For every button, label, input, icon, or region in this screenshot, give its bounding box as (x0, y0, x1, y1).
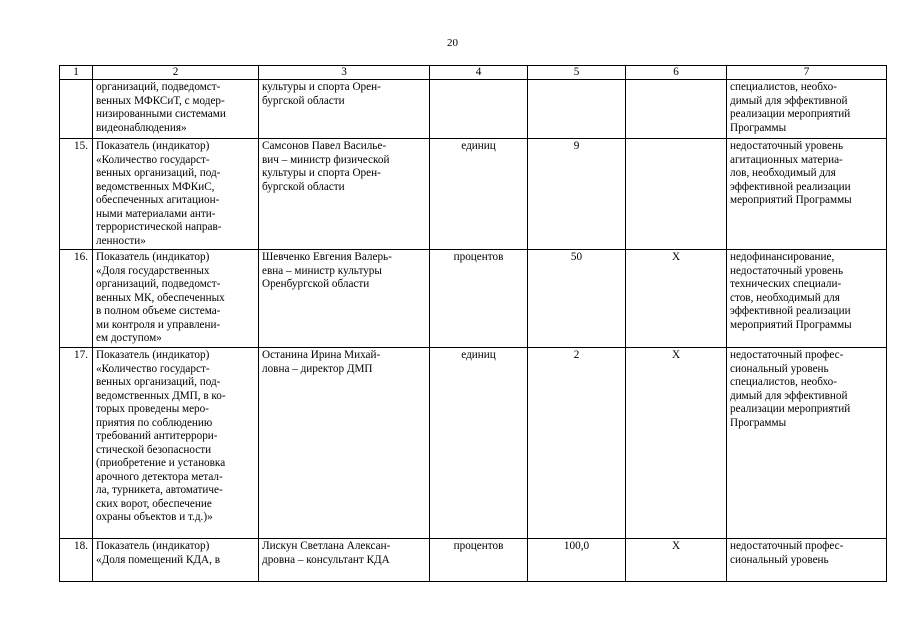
unit-cell: процентов (430, 250, 528, 348)
indicator-cell: Показатель (индикатор) «Количество государст- венных организаций, под- ведомственных МФКиС, обеспеченных агитацион- ными материалами анти- террористической направ- ленности» (93, 139, 259, 250)
row-number: 18. (60, 539, 93, 582)
unit-cell (430, 80, 528, 139)
value-cell: 50 (528, 250, 626, 348)
column-header: 3 (259, 66, 430, 80)
column-header: 4 (430, 66, 528, 80)
unit-cell: единиц (430, 348, 528, 539)
value-cell (528, 80, 626, 139)
responsible-cell: культуры и спорта Орен- бургской области (259, 80, 430, 139)
row-number: 16. (60, 250, 93, 348)
table-row (60, 80, 887, 139)
page-number: 20 (447, 37, 458, 49)
indicator-cell: Показатель (индикатор) «Количество государст- венных организаций, под- ведомственных ДМП, в ко- торых проведены меро- приятия по соблюдению требований антитеррори- стической безопасности (приобретение и установка арочного детектора метал- ла, турникета, автоматиче- ских ворот, обеспечение охраны объектов и т.д.)» (93, 348, 259, 539)
table-row (60, 539, 887, 582)
reason-cell: недостаточный профес- сиональный уровень специалистов, необхо- димый для эффективной реализации мероприятий Программы (727, 348, 887, 539)
reason-cell: недофинансирование, недостаточный уровень технических специали- стов, необходимый для эффективной реализации мероприятий Программы (727, 250, 887, 348)
column-header: 1 (60, 66, 93, 80)
column-header: 5 (528, 66, 626, 80)
indicator-cell: организаций, подведомст- венных МФКСиТ, с модер- низированными системами видеонаблюдения» (93, 80, 259, 139)
indicators-table (59, 65, 887, 582)
mark-cell: Х (626, 539, 727, 582)
table-row (60, 348, 887, 539)
value-cell: 2 (528, 348, 626, 539)
mark-cell (626, 80, 727, 139)
table-row (60, 250, 887, 348)
unit-cell: процентов (430, 539, 528, 582)
reason-cell: специалистов, необхо- димый для эффективной реализации мероприятий Программы (727, 80, 887, 139)
reason-cell: недостаточный профес- сиональный уровень (727, 539, 887, 582)
responsible-cell: Шевченко Евгения Валерь- евна – министр культуры Оренбургской области (259, 250, 430, 348)
row-number (60, 80, 93, 139)
row-number: 17. (60, 348, 93, 539)
row-number: 15. (60, 139, 93, 250)
responsible-cell: Останина Ирина Михай- ловна – директор ДМП (259, 348, 430, 539)
column-header: 7 (727, 66, 887, 80)
mark-cell: Х (626, 348, 727, 539)
column-header: 2 (93, 66, 259, 80)
reason-cell: недостаточный уровень агитационных материа- лов, необходимый для эффективной реализации мероприятий Программы (727, 139, 887, 250)
unit-cell: единиц (430, 139, 528, 250)
indicator-cell: Показатель (индикатор) «Доля помещений КДА, в (93, 539, 259, 582)
responsible-cell: Лискун Светлана Алексан- дровна – консультант КДА (259, 539, 430, 582)
table-row (60, 139, 887, 250)
column-header: 6 (626, 66, 727, 80)
responsible-cell: Самсонов Павел Василье- вич – министр физической культуры и спорта Орен- бургской области (259, 139, 430, 250)
mark-cell: Х (626, 250, 727, 348)
value-cell: 100,0 (528, 539, 626, 582)
indicator-cell: Показатель (индикатор) «Доля государственных организаций, подведомст- венных МК, обеспеченных в полном объеме система- ми контроля и управлени- ем доступом» (93, 250, 259, 348)
value-cell: 9 (528, 139, 626, 250)
table-header-row (60, 66, 887, 80)
mark-cell (626, 139, 727, 250)
